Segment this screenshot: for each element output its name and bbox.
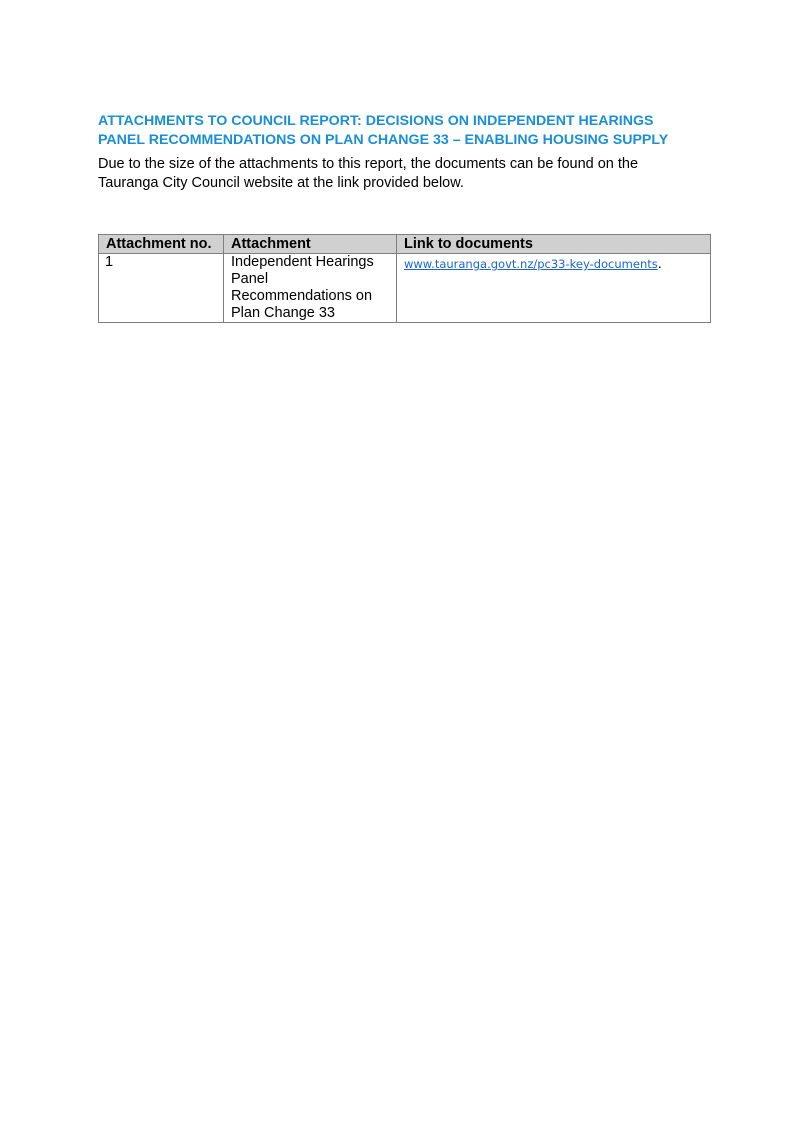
intro-line-1: Due to the size of the attachments to this report, the documents can be found on the (98, 156, 639, 172)
link-suffix: . (657, 256, 662, 272)
page-title-line-2: PANEL RECOMMENDATIONS ON PLAN CHANGE 33 – ENABLING HOUSING SUPPLY (98, 132, 669, 148)
cell-link (397, 254, 711, 323)
attachments-table (98, 234, 711, 323)
table-row (99, 254, 711, 323)
cell-attachment-title: Independent Hearings Panel Recommendations on Plan Change 33 (224, 254, 397, 323)
intro-line-2: Tauranga City Council website at the link provided below. (98, 175, 464, 191)
intro-paragraph (98, 155, 710, 193)
table-header-row (99, 235, 711, 254)
page-title (98, 112, 710, 150)
header-attachment: Attachment (224, 235, 397, 254)
page-title-line-1: ATTACHMENTS TO COUNCIL REPORT: DECISIONS ON INDEPENDENT HEARINGS (98, 113, 654, 129)
header-attachment-no: Attachment no. (99, 235, 224, 254)
document-page (98, 112, 710, 323)
cell-attachment-number: 1 (99, 254, 224, 323)
documents-link[interactable]: www.tauranga.govt.nz/pc33-key-documents (404, 257, 658, 271)
header-link-to-documents: Link to documents (397, 235, 711, 254)
